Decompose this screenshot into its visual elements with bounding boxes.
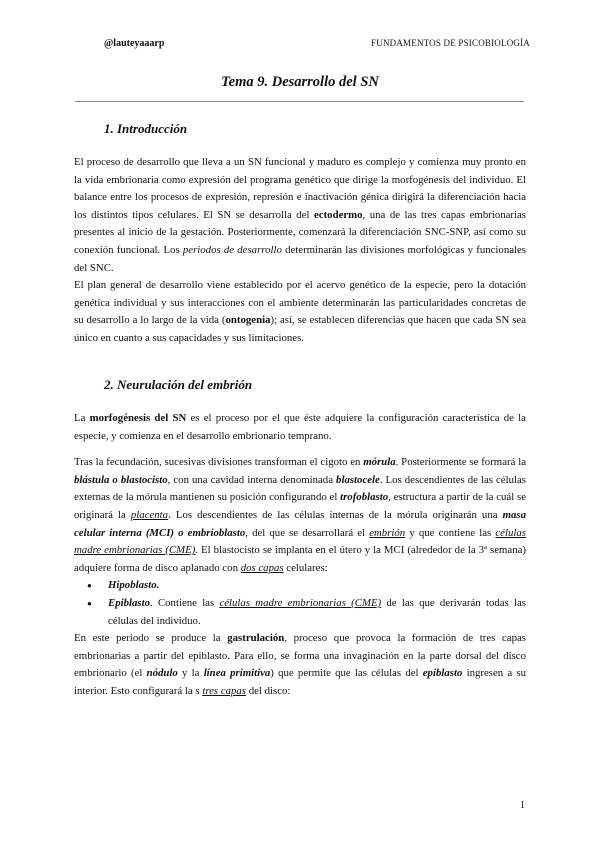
neurulation-paragraph-3: En este periodo se produce la gastrulación, proceso que provoca la formación de tres capas embrionarias a partir del epiblasto. Para ello, se forma una invaginación en la parte dorsal del disco embrionario (el nódulo y la línea primitiva) que permite que las células del epiblasto ingresen a su interior. Esto configurará la s tres capas del disco:: [74, 632, 526, 697]
section-2-heading: 2. Neurulación del embrión: [104, 377, 253, 392]
page-number: 1: [520, 800, 525, 811]
layer-list: [74, 577, 526, 630]
page-title: Tema 9. Desarrollo del SN: [221, 74, 379, 90]
header-course: FUNDAMENTOS DE PSICOBIOLOGÍA: [371, 38, 530, 48]
neurulation-paragraph-1: La morfogénesis del SN es el proceso por el que éste adquiere la configuración característica de la especie, y comienza en el desarrollo embrionario temprano.: [74, 412, 526, 442]
section-1-body: [74, 154, 526, 348]
list-item-epiblasto: ● Epiblasto. Contiene las células madre embrionarias (CME) de las que derivarán todas las células del individuo.: [74, 595, 526, 630]
header-author: @lauteyaaarp: [104, 38, 165, 49]
neurulation-paragraph-2: Tras la fecundación, sucesivas divisiones transforman el cigoto en mórula. Posteriormente se formará la blástula o blastocisto, con una cavidad interna denominada blastocele. Los descendientes de las células externas de la mórula mantienen su posición configurando el trofoblasto, estructura a partir de la cuál se originará la placenta. Los descendientes de las células internas de la mórula originarán una masa celular interna (MCI) o embrioblasto, del que se desarrollará el embrión y que contiene las células madre embrionarias (CME). El blastocisto se implanta en el útero y la MCI (alrededor de la 3ª semana) adquiere forma de disco aplanado con dos capas celulares:: [74, 456, 527, 574]
intro-paragraph-1: El proceso de desarrollo que lleva a un SN funcional y maduro es complejo y comienza muy pronto en la vida embrionaria como expresión del programa genético que dirige la morfogénesis del individuo. El balance entre los procesos de expresión, represión e inactivación génica dirigirá la diferenciación hacia los distintos tipos celulares. El SN se desarrolla del ectodermo, una de las tres capas embrionarias presentes al inicio de la gestación. Posteriormente, comenzará la diferenciación SNC-SNP, así como su conexión funcional. Los periodos de desarrollo determinarán las divisiones morfológicas y funcionales del SNC.: [74, 156, 526, 274]
list-item-hipoblasto: ● Hipoblasto.: [74, 577, 526, 595]
intro-paragraph-2: El plan general de desarrollo viene establecido por el acervo genético de la especie, pero la dotación genética individual y sus interacciones con el ambiente determinarán las particularidades concretas de su desarrollo a lo largo de la vida (ontogenia); así, se establecen diferencias que hacen que cada SN sea único en cuanto a sus capacidades y sus limitaciones.: [74, 279, 526, 344]
title-divider: [75, 101, 524, 102]
section-2-body: [74, 410, 526, 701]
section-1-heading: 1. Introducción: [104, 121, 188, 136]
